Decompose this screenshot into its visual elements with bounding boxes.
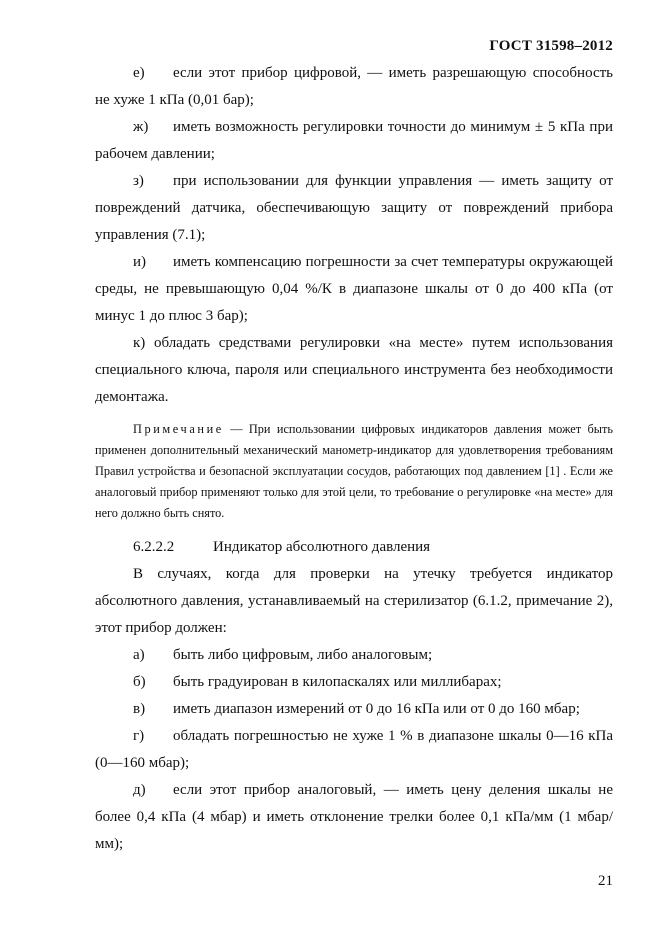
section-heading [95, 534, 613, 561]
document-header: ГОСТ 31598–2012 [489, 38, 613, 54]
list-item-text: при использовании для функции управления — иметь защиту от повреждений датчика, обеспечивающую защиту от повреждений прибора управления (7.1); [95, 173, 613, 243]
list-item-text: быть градуирован в килопаскалях или миллибарах; [173, 674, 502, 690]
list-item-g [95, 723, 613, 777]
list-item-d [95, 777, 613, 858]
list-item-label: в) [133, 701, 146, 717]
list-item-e [95, 60, 613, 114]
note-label: Примечание [133, 422, 224, 436]
list-item-zh [95, 114, 613, 168]
list-item-text: иметь возможность регулировки точности до минимум ± 5 кПа при рабочем давлении; [95, 119, 613, 162]
list-item-label: ж) [133, 119, 149, 135]
list-item-label: г) [133, 728, 145, 744]
list-item-label: д) [133, 782, 146, 798]
list-item-v [95, 696, 613, 723]
list-item-text: обладать погрешностью не хуже 1 % в диапазоне шкалы 0—16 кПа (0—160 мбар); [95, 728, 613, 771]
section-intro: В случаях, когда для проверки на утечку требуется индикатор абсолютного давления, устанавливаемый на стерилизатор (6.1.2, примечание 2), этот прибор должен: [95, 566, 613, 636]
list-item-text: если этот прибор цифровой, — иметь разрешающую способность не хуже 1 кПа (0,01 бар); [95, 65, 613, 108]
list-item-label: к) [133, 335, 146, 351]
section-number: 6.2.2.2 [133, 539, 175, 555]
page-number: 21 [598, 873, 613, 889]
note-block [95, 419, 613, 524]
note-text: — При использовании цифровых индикаторов давления может быть применен дополнительный механический манометр-индикатор для удовлетворения требованиям Правил устройства и безопасной эксплуатации сосудов, работающих под давлением [1] . Если же аналоговый прибор применяют только для этой цели, то требование о регулировке «на месте» для него должно быть снято. [95, 422, 613, 520]
list-item-text: иметь компенсацию погрешности за счет температуры окружающей среды, не превышающую 0,04 %/К в диапазоне шкалы от 0 до 400 кПа (от минус 1 до плюс 3 бар); [95, 254, 613, 324]
list-item-z [95, 168, 613, 249]
list-item-b [95, 669, 613, 696]
list-item-label: з) [133, 173, 144, 189]
list-item-a [95, 642, 613, 669]
list-item-k [95, 330, 613, 411]
list-item-text: если этот прибор аналоговый, — иметь цену деления шкалы не более 0,4 кПа (4 мбар) и иметь отклонение трелки более 0,1 кПа/мм (1 мбар/мм); [95, 782, 613, 852]
list-item-label: е) [133, 65, 145, 81]
list-item-label: и) [133, 254, 147, 270]
list-item-text: обладать средствами регулировки «на месте» путем использования специального ключа, пароля или специального инструмента без необходимости демонтажа. [95, 335, 613, 405]
page-content [95, 60, 613, 858]
section-title: Индикатор абсолютного давления [213, 539, 431, 555]
list-item-i [95, 249, 613, 330]
list-item-text: быть либо цифровым, либо аналоговым; [173, 647, 433, 663]
list-item-text: иметь диапазон измерений от 0 до 16 кПа или от 0 до 160 мбар; [173, 701, 580, 717]
list-item-label: а) [133, 647, 145, 663]
list-item-label: б) [133, 674, 146, 690]
